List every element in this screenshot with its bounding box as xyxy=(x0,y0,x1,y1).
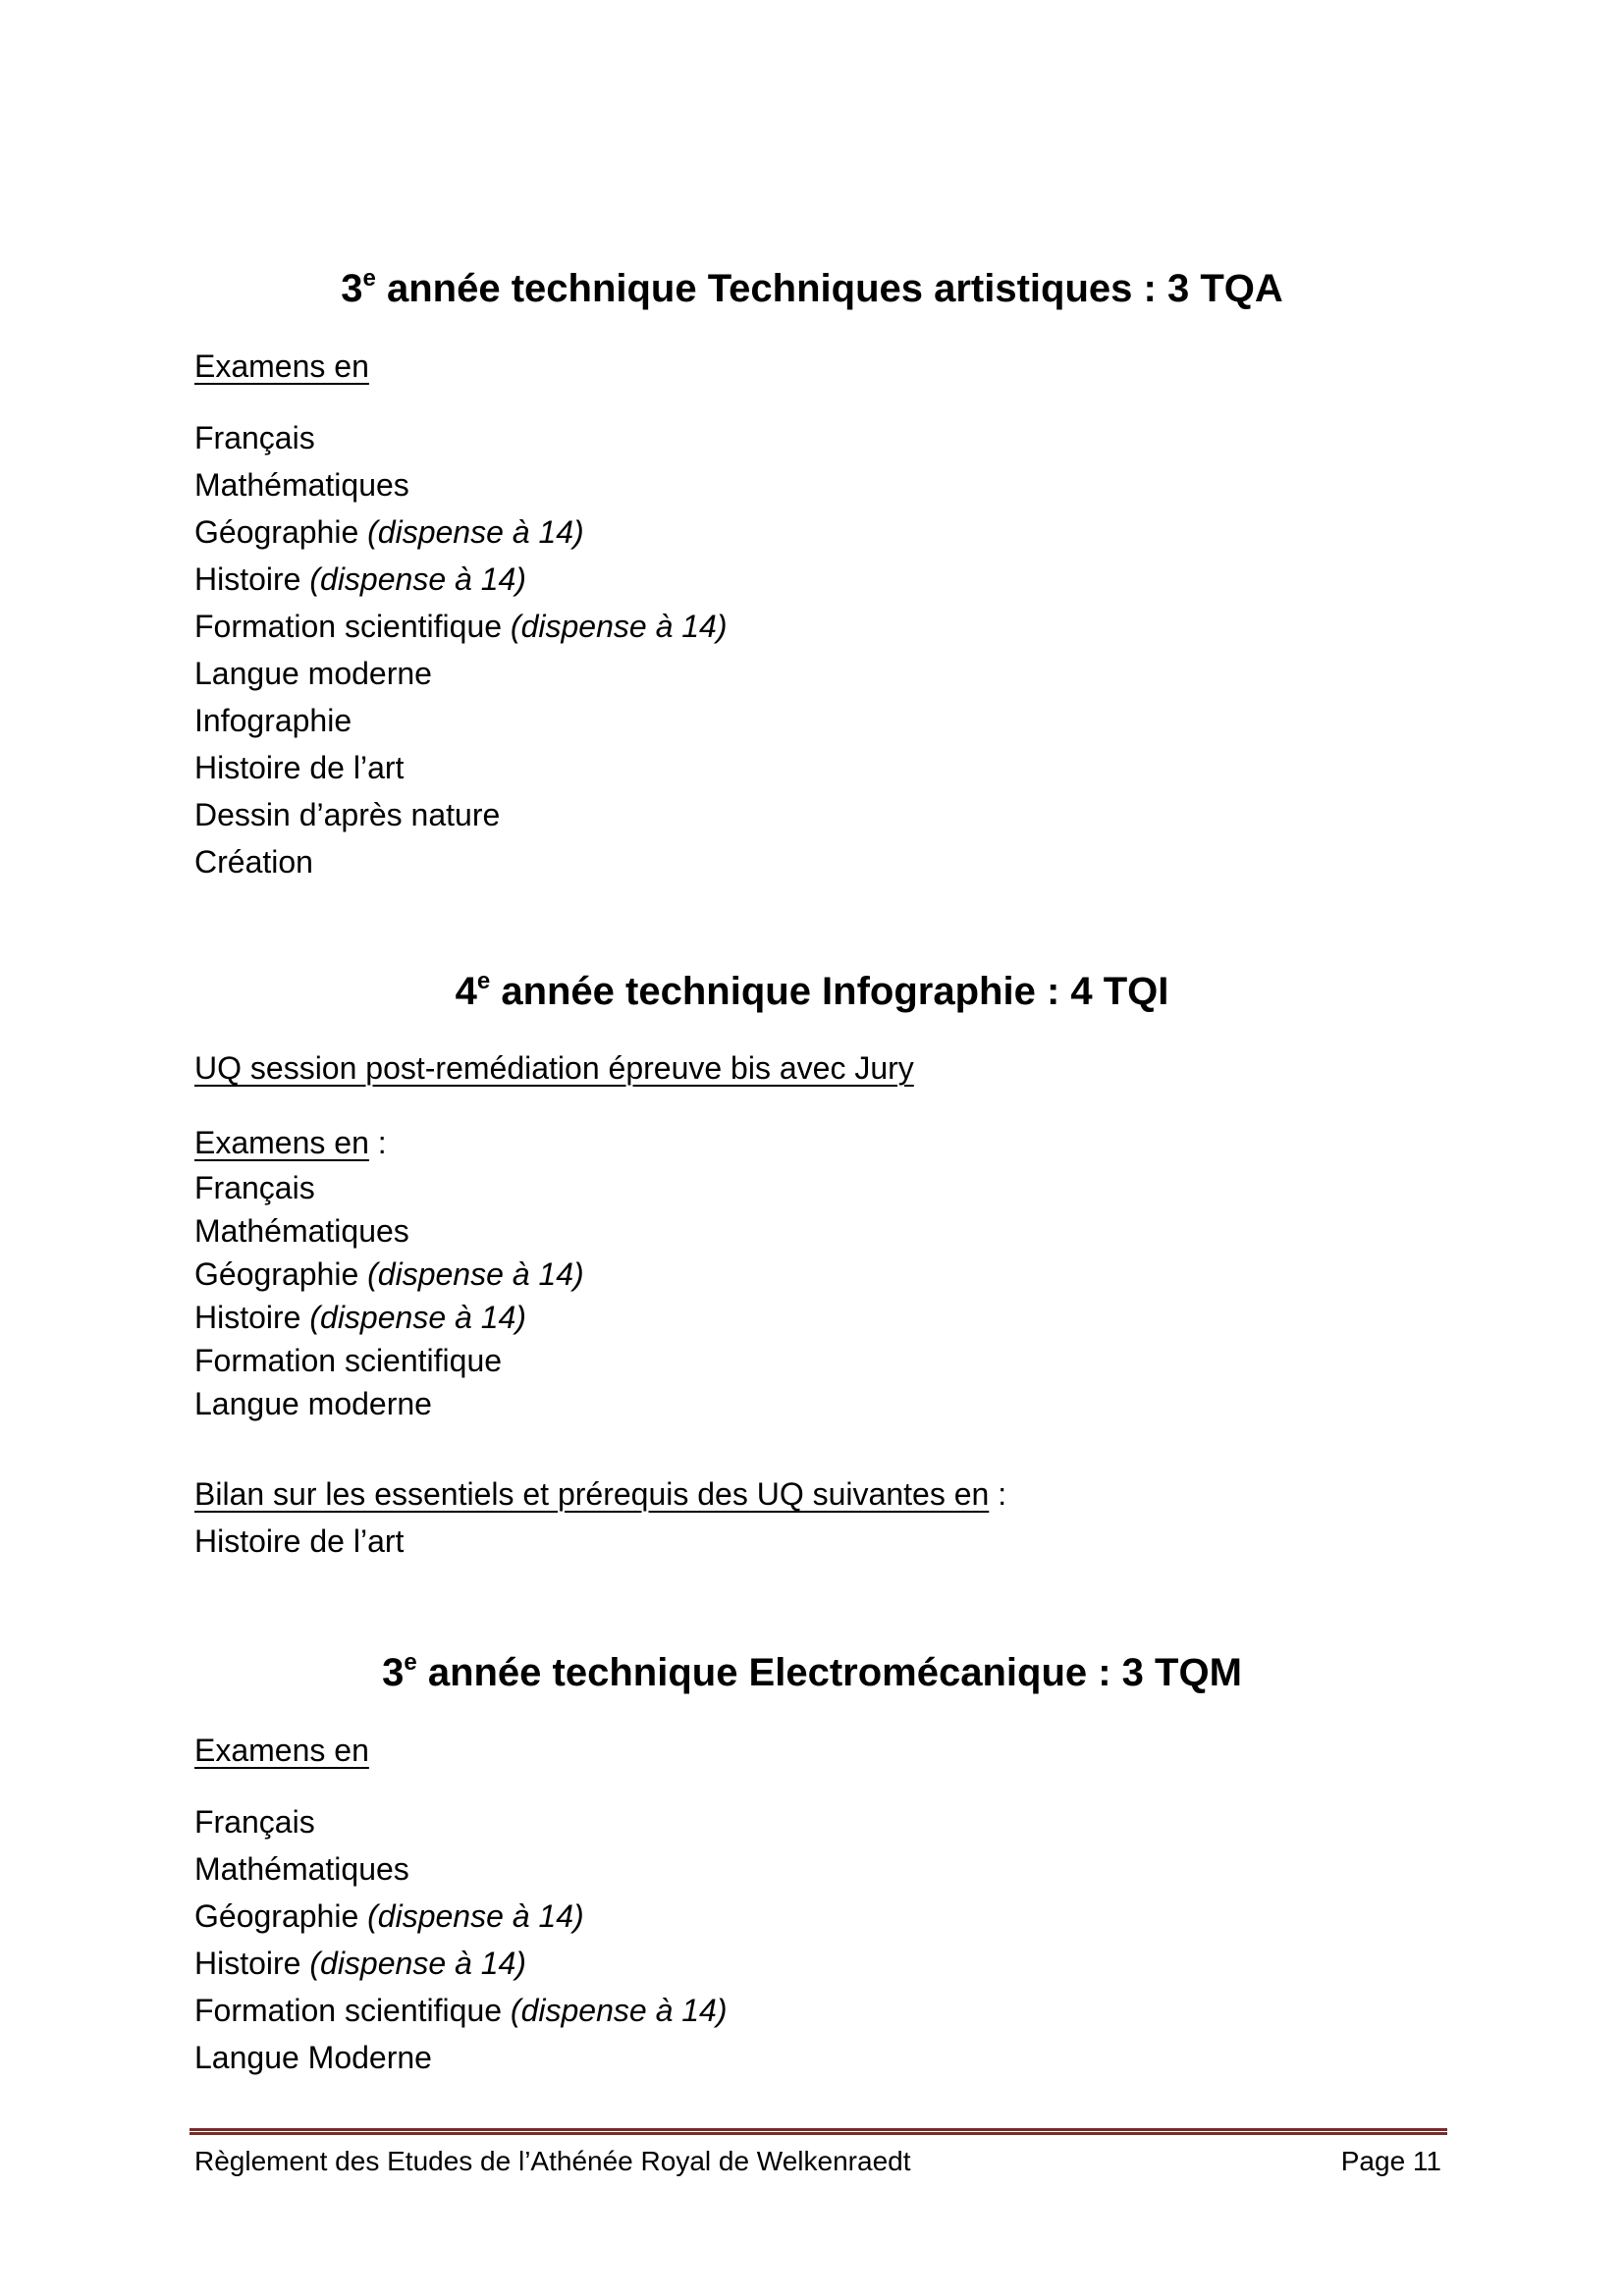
list-item: Histoire de l’art xyxy=(194,1523,405,1559)
list-item: Langue moderne xyxy=(194,1386,432,1421)
list-item: Histoire (dispense à 14) xyxy=(194,1300,526,1335)
list-item: Formation scientifique (dispense à 14) xyxy=(194,609,728,644)
section-2-subnote: UQ session post-remédiation épreuve bis avec Jury xyxy=(194,1050,914,1086)
list-item: Dessin d’après nature xyxy=(194,797,501,832)
list-item: Langue Moderne xyxy=(194,2040,432,2075)
section-2-heading: 4e année technique Infographie : 4 TQI xyxy=(455,968,1169,1013)
list-item: Français xyxy=(194,1170,315,1205)
list-item: Français xyxy=(194,420,315,455)
list-item: Mathématiques xyxy=(194,1851,409,1887)
list-item: Géographie (dispense à 14) xyxy=(194,514,584,550)
page-number: Page 11 xyxy=(1340,2146,1441,2176)
list-item: Formation scientifique xyxy=(194,1343,503,1378)
list-item: Histoire (dispense à 14) xyxy=(194,561,526,597)
list-item: Histoire (dispense à 14) xyxy=(194,1946,526,1981)
section-1-intro: Examens en xyxy=(194,348,369,384)
list-item: Géographie (dispense à 14) xyxy=(194,1898,584,1934)
section-1-heading: 3e année technique Techniques artistiques : 3 TQA xyxy=(341,265,1283,310)
list-item: Géographie (dispense à 14) xyxy=(194,1256,584,1292)
footer-rule xyxy=(189,2128,1447,2135)
section-3-heading: 3e année technique Electromécanique : 3 TQM xyxy=(382,1649,1242,1694)
list-item: Formation scientifique (dispense à 14) xyxy=(194,1993,728,2028)
footer-title: Règlement des Etudes de l’Athénée Royal de Welkenraedt xyxy=(194,2146,911,2176)
list-item: Langue moderne xyxy=(194,656,432,691)
section-2-intro: Examens en : xyxy=(194,1125,387,1160)
list-item: Infographie xyxy=(194,703,352,738)
list-item: Création xyxy=(194,844,313,880)
list-item: Histoire de l’art xyxy=(194,750,405,785)
section-2-bilan: Bilan sur les essentiels et prérequis des UQ suivantes en : xyxy=(194,1476,1007,1512)
list-item: Mathématiques xyxy=(194,1213,409,1249)
list-item: Français xyxy=(194,1804,315,1840)
section-3-intro: Examens en xyxy=(194,1733,369,1768)
list-item: Mathématiques xyxy=(194,467,409,503)
